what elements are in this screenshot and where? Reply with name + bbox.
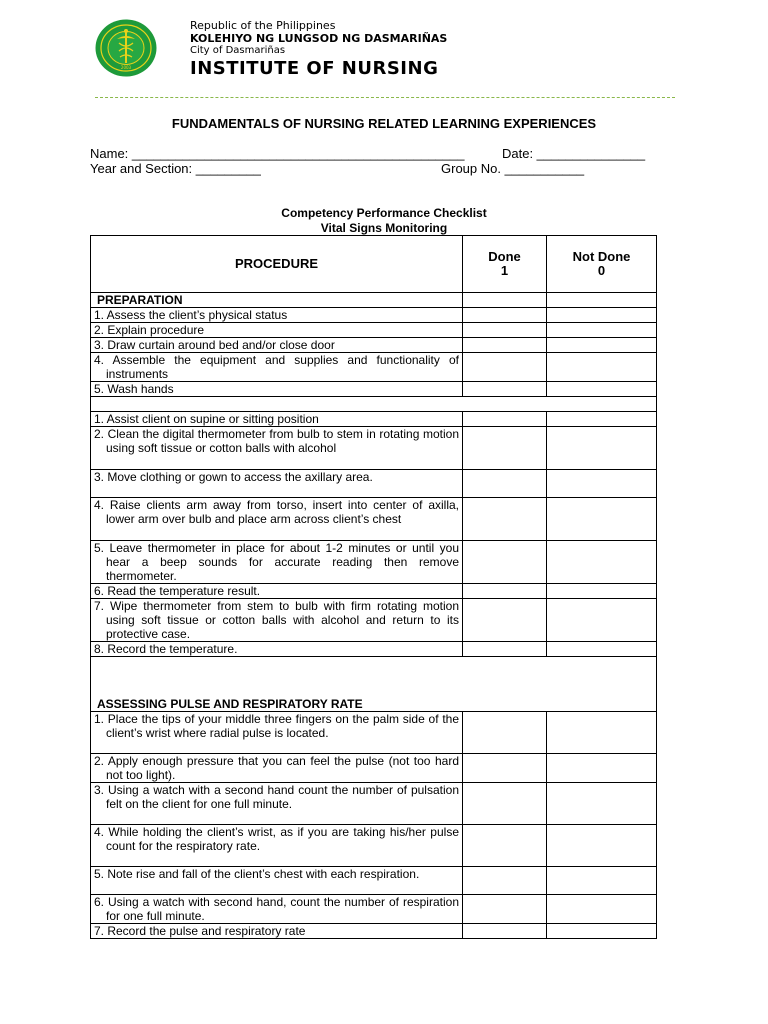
done-checkbox-cell[interactable] [463, 924, 547, 939]
step-text: 1. Assist client on supine or sitting position [91, 412, 463, 427]
done-checkbox-cell[interactable] [463, 712, 547, 754]
done-checkbox-cell[interactable] [463, 293, 547, 308]
checklist-heading [0, 206, 768, 236]
not-done-checkbox-cell[interactable] [547, 584, 657, 599]
checklist-table [90, 235, 657, 939]
checklist-title: Competency Performance Checklist [281, 206, 487, 220]
step-text: 6. Using a watch with second hand, count the number of respiration for one full minute. [91, 895, 463, 924]
student-fields [90, 146, 656, 176]
letterhead [190, 19, 447, 81]
table-row [91, 867, 657, 895]
done-checkbox-cell[interactable] [463, 825, 547, 867]
done-checkbox-cell[interactable] [463, 427, 547, 470]
done-checkbox-cell[interactable] [463, 308, 547, 323]
step-text: 8. Record the temperature. [91, 642, 463, 657]
header-divider [95, 97, 675, 98]
table-row [91, 924, 657, 939]
group-number-field[interactable]: Group No. ___________ [441, 161, 585, 176]
not-done-checkbox-cell[interactable] [547, 323, 657, 338]
table-row [91, 323, 657, 338]
blank-row [91, 397, 657, 412]
done-checkbox-cell[interactable] [463, 584, 547, 599]
not-done-checkbox-cell[interactable] [547, 498, 657, 541]
not-done-checkbox-cell[interactable] [547, 293, 657, 308]
not-done-checkbox-cell[interactable] [547, 470, 657, 498]
year-section-field[interactable]: Year and Section: _________ [90, 161, 261, 176]
done-checkbox-cell[interactable] [463, 754, 547, 783]
table-row [91, 783, 657, 825]
step-text: 4. While holding the client’s wrist, as if you are taking his/her pulse count for the respiratory rate. [91, 825, 463, 867]
table-row [91, 825, 657, 867]
table-row [91, 338, 657, 353]
not-done-checkbox-cell[interactable] [547, 825, 657, 867]
table-row [91, 382, 657, 397]
done-checkbox-cell[interactable] [463, 412, 547, 427]
table-row [91, 470, 657, 498]
step-text: 2. Explain procedure [91, 323, 463, 338]
not-done-checkbox-cell[interactable] [547, 382, 657, 397]
step-text: 2. Apply enough pressure that you can feel the pulse (not too hard not too light). [91, 754, 463, 783]
republic-line: Republic of the Philippines [190, 19, 336, 32]
section-row [91, 293, 657, 308]
step-text: 5. Note rise and fall of the client’s chest with each respiration. [91, 867, 463, 895]
done-checkbox-cell[interactable] [463, 498, 547, 541]
done-checkbox-cell[interactable] [463, 470, 547, 498]
table-row [91, 642, 657, 657]
done-checkbox-cell[interactable] [463, 353, 547, 382]
done-checkbox-cell[interactable] [463, 599, 547, 642]
not-done-column-header: Not Done 0 [547, 236, 657, 293]
not-done-checkbox-cell[interactable] [547, 754, 657, 783]
not-done-checkbox-cell[interactable] [547, 412, 657, 427]
not-done-checkbox-cell[interactable] [547, 712, 657, 754]
not-done-checkbox-cell[interactable] [547, 541, 657, 584]
not-done-checkbox-cell[interactable] [547, 353, 657, 382]
table-row [91, 353, 657, 382]
table-row [91, 308, 657, 323]
step-text: 1. Place the tips of your middle three fingers on the palm side of the client’s wrist where radial pulse is located. [91, 712, 463, 754]
done-checkbox-cell[interactable] [463, 867, 547, 895]
table-row [91, 895, 657, 924]
name-field[interactable]: Name: ______________________________________________ [90, 146, 465, 161]
not-done-checkbox-cell[interactable] [547, 924, 657, 939]
table-row [91, 599, 657, 642]
svg-text:2003: 2003 [120, 65, 132, 70]
table-row [91, 498, 657, 541]
step-text: 4. Assemble the equipment and supplies and functionality of instruments [91, 353, 463, 382]
step-text: 3. Move clothing or gown to access the axillary area. [91, 470, 463, 498]
not-done-checkbox-cell[interactable] [547, 642, 657, 657]
table-row [91, 427, 657, 470]
done-checkbox-cell[interactable] [463, 783, 547, 825]
done-checkbox-cell[interactable] [463, 642, 547, 657]
blank-cell [91, 397, 657, 412]
table-row [91, 712, 657, 754]
done-checkbox-cell[interactable] [463, 895, 547, 924]
done-checkbox-cell[interactable] [463, 338, 547, 353]
checklist-subtitle: Vital Signs Monitoring [320, 221, 448, 235]
section-preparation: PREPARATION [91, 293, 463, 308]
done-column-header: Done 1 [463, 236, 547, 293]
institute-name: INSTITUTE OF NURSING [190, 58, 439, 79]
table-header-row [91, 236, 657, 293]
done-checkbox-cell[interactable] [463, 382, 547, 397]
table-row [91, 754, 657, 783]
not-done-checkbox-cell[interactable] [547, 427, 657, 470]
college-seal-logo [95, 19, 157, 77]
step-text: 3. Draw curtain around bed and/or close door [91, 338, 463, 353]
not-done-checkbox-cell[interactable] [547, 308, 657, 323]
step-text: 1. Assess the client’s physical status [91, 308, 463, 323]
not-done-checkbox-cell[interactable] [547, 895, 657, 924]
not-done-checkbox-cell[interactable] [547, 783, 657, 825]
not-done-checkbox-cell[interactable] [547, 338, 657, 353]
city-line: City of Dasmariñas [190, 45, 286, 56]
step-text: 6. Read the temperature result. [91, 584, 463, 599]
step-text: 4. Raise clients arm away from torso, insert into center of axilla, lower arm over bulb and place arm across client’s chest [91, 498, 463, 541]
table-row [91, 584, 657, 599]
section-row [91, 657, 657, 712]
document-title: FUNDAMENTALS OF NURSING RELATED LEARNING EXPERIENCES [171, 116, 597, 131]
college-name: KOLEHIYO NG LUNGSOD NG DASMARIÑAS [190, 32, 448, 45]
not-done-checkbox-cell[interactable] [547, 867, 657, 895]
step-text: 5. Leave thermometer in place for about 1-2 minutes or until you hear a beep sounds for accurate reading then remove thermometer. [91, 541, 463, 584]
done-checkbox-cell[interactable] [463, 323, 547, 338]
not-done-checkbox-cell[interactable] [547, 599, 657, 642]
step-text: 2. Clean the digital thermometer from bulb to stem in rotating motion using soft tissue or cotton balls with alcohol [91, 427, 463, 470]
step-text: 7. Record the pulse and respiratory rate [91, 924, 463, 939]
date-field[interactable]: Date: _______________ [502, 146, 646, 161]
table-row [91, 412, 657, 427]
procedure-column-header: PROCEDURE [91, 236, 463, 293]
step-text: 7. Wipe thermometer from stem to bulb with firm rotating motion using soft tissue or cotton balls with alcohol and return to its protective case. [91, 599, 463, 642]
section-pulse-respiratory: ASSESSING PULSE AND RESPIRATORY RATE [91, 657, 657, 712]
step-text: 5. Wash hands [91, 382, 463, 397]
step-text: 3. Using a watch with a second hand count the number of pulsation felt on the client for one full minute. [91, 783, 463, 825]
done-checkbox-cell[interactable] [463, 541, 547, 584]
table-row [91, 541, 657, 584]
